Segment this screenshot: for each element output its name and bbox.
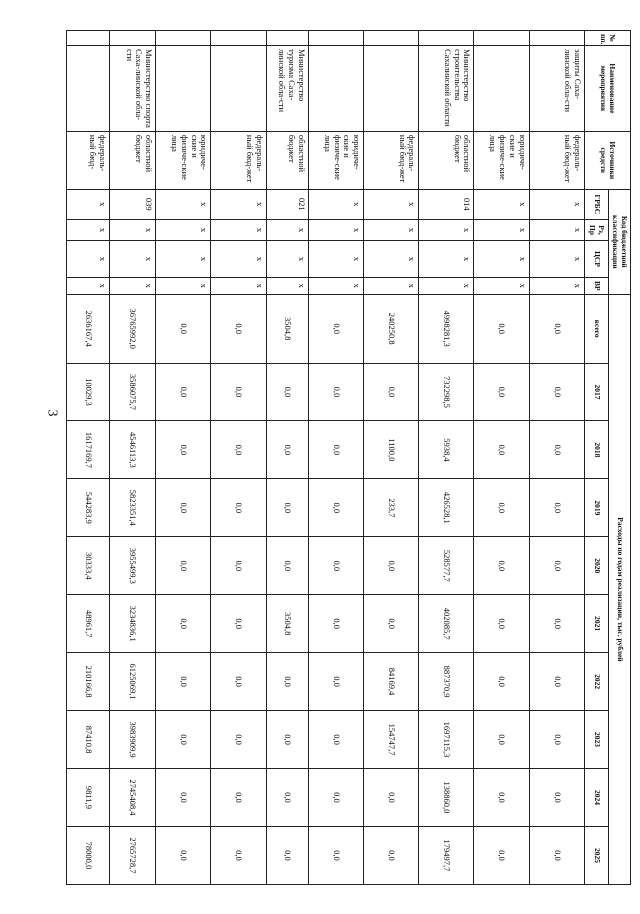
cell-code: x <box>211 219 266 240</box>
cell-code: x <box>67 219 110 240</box>
cell-value: 0,0 <box>308 479 363 537</box>
cell-value: 426528,1 <box>419 479 474 537</box>
cell-source: областной бюджет <box>419 131 474 189</box>
cell-value: 0,0 <box>211 294 266 363</box>
cell-value: 233,7 <box>364 479 419 537</box>
cell-code: x <box>529 241 584 277</box>
cell-code: x <box>364 189 419 219</box>
header-expense-col: 2017 <box>584 363 608 421</box>
cell-name: Министерство строительства Сахалинской области <box>419 46 474 132</box>
header-expense-col: 2023 <box>584 711 608 769</box>
cell-code: x <box>474 241 529 277</box>
cell-value: 0,0 <box>156 711 211 769</box>
cell-value: 3955499,3 <box>109 537 156 595</box>
header-expense-col: 2019 <box>584 479 608 537</box>
table-row <box>364 31 419 885</box>
cell-value: 0,0 <box>474 294 529 363</box>
cell-value: 0,0 <box>364 537 419 595</box>
header-source: Источники средств <box>584 131 630 189</box>
cell-value: 138860,0 <box>419 768 474 826</box>
cell-value: 0,0 <box>474 595 529 653</box>
cell-code: x <box>419 277 474 294</box>
header-expense-col: 2018 <box>584 421 608 479</box>
cell-value: 0,0 <box>474 826 529 884</box>
cell-value: 0,0 <box>211 421 266 479</box>
cell-value: 5823351,4 <box>109 479 156 537</box>
cell-num <box>156 31 211 46</box>
cell-name <box>156 46 211 132</box>
cell-source: федераль-ный бюд-жет <box>529 131 584 189</box>
header-expense-group: Расходы по годам реализации, тыс. рублей <box>608 294 630 884</box>
header-expense-col: всего <box>584 294 608 363</box>
cell-value: 0,0 <box>266 826 308 884</box>
cell-source: федераль-ный бюд- <box>67 131 110 189</box>
cell-source: федераль-ный бюд-жет <box>211 131 266 189</box>
cell-code: x <box>211 189 266 219</box>
cell-value: 0,0 <box>156 595 211 653</box>
table-header <box>584 31 630 885</box>
cell-value: 3586075,7 <box>109 363 156 421</box>
cell-num <box>67 31 110 46</box>
cell-source: юридиче-ские и физиче-ские лица <box>156 131 211 189</box>
cell-value: 0,0 <box>156 479 211 537</box>
cell-value: 1617169,7 <box>67 421 110 479</box>
cell-value: 0,0 <box>308 537 363 595</box>
cell-value: 0,0 <box>211 537 266 595</box>
cell-value: 3983909,9 <box>109 711 156 769</box>
cell-code: x <box>308 277 363 294</box>
cell-value: 0,0 <box>266 421 308 479</box>
cell-value: 0,0 <box>211 768 266 826</box>
cell-value: 0,0 <box>529 537 584 595</box>
cell-value: 0,0 <box>474 768 529 826</box>
header-expense-col: 2025 <box>584 826 608 884</box>
cell-name <box>474 46 529 132</box>
table-row <box>67 31 110 885</box>
cell-value: 5938,4 <box>419 421 474 479</box>
header-code: ВР <box>584 277 608 294</box>
cell-num <box>529 31 584 46</box>
cell-value: 4546113,3 <box>109 421 156 479</box>
cell-value: 0,0 <box>529 768 584 826</box>
cell-value: 0,0 <box>364 826 419 884</box>
cell-name <box>211 46 266 132</box>
cell-value: 3504,8 <box>266 595 308 653</box>
cell-value: 0,0 <box>156 537 211 595</box>
cell-value: 48961,7 <box>67 595 110 653</box>
cell-name: Министерство спорта Саха-линской обла-сти <box>109 46 156 132</box>
cell-code: x <box>266 241 308 277</box>
cell-value: 0,0 <box>308 768 363 826</box>
header-code: Рз, Пр <box>584 219 608 240</box>
cell-value: 10029,3 <box>67 363 110 421</box>
cell-name: Министерство туризма Саха-линской обла-сти <box>266 46 308 132</box>
cell-code: x <box>364 277 419 294</box>
cell-value: 78000,0 <box>67 826 110 884</box>
header-code-group: Код бюджетной классификации <box>608 189 630 294</box>
cell-value: 0,0 <box>308 711 363 769</box>
cell-value: 0,0 <box>156 294 211 363</box>
cell-source: областной бюджет <box>266 131 308 189</box>
cell-code: x <box>156 277 211 294</box>
cell-code: x <box>474 219 529 240</box>
cell-value: 0,0 <box>529 479 584 537</box>
page-number: 3 <box>44 409 60 417</box>
cell-code: x <box>308 189 363 219</box>
cell-code: x <box>67 277 110 294</box>
cell-code: x <box>156 189 211 219</box>
cell-code: x <box>109 219 156 240</box>
cell-value: 0,0 <box>156 768 211 826</box>
cell-value: 0,0 <box>156 826 211 884</box>
table-row <box>474 31 529 885</box>
cell-value: 179497,7 <box>419 826 474 884</box>
cell-value: 0,0 <box>529 653 584 711</box>
cell-code: x <box>308 219 363 240</box>
cell-code: 014 <box>419 189 474 219</box>
cell-code: 039 <box>109 189 156 219</box>
cell-code: x <box>308 241 363 277</box>
table-row <box>266 31 308 885</box>
cell-value: 0,0 <box>156 421 211 479</box>
cell-code: 021 <box>266 189 308 219</box>
cell-value: 0,0 <box>474 711 529 769</box>
cell-code: x <box>266 277 308 294</box>
cell-code: x <box>364 219 419 240</box>
cell-code: x <box>529 189 584 219</box>
cell-code: x <box>211 277 266 294</box>
cell-value: 0,0 <box>308 294 363 363</box>
cell-value: 0,0 <box>308 595 363 653</box>
cell-value: 0,0 <box>266 711 308 769</box>
cell-value: 0,0 <box>529 421 584 479</box>
cell-num <box>419 31 474 46</box>
table-row <box>419 31 474 885</box>
cell-code: x <box>266 219 308 240</box>
header-expense-col: 2020 <box>584 537 608 595</box>
cell-num <box>308 31 363 46</box>
cell-code: x <box>156 241 211 277</box>
cell-num <box>474 31 529 46</box>
cell-value: 544283,9 <box>67 479 110 537</box>
cell-value: 30333,4 <box>67 537 110 595</box>
cell-value: 36765992,0 <box>109 294 156 363</box>
cell-value: 0,0 <box>529 595 584 653</box>
header-code: ЦСР <box>584 241 608 277</box>
cell-code: x <box>67 189 110 219</box>
header-expense-col: 2024 <box>584 768 608 826</box>
cell-value: 1100,0 <box>364 421 419 479</box>
cell-value: 0,0 <box>266 479 308 537</box>
cell-value: 0,0 <box>211 711 266 769</box>
cell-value: 0,0 <box>529 711 584 769</box>
cell-value: 87410,8 <box>67 711 110 769</box>
cell-value: 9811,9 <box>67 768 110 826</box>
cell-value: 240250,8 <box>364 294 419 363</box>
cell-value: 0,0 <box>364 768 419 826</box>
header-code: ГРБС <box>584 189 608 219</box>
cell-value: 0,0 <box>266 653 308 711</box>
cell-code: x <box>156 219 211 240</box>
cell-name <box>67 46 110 132</box>
cell-value: 3504,8 <box>266 294 308 363</box>
cell-num <box>266 31 308 46</box>
cell-value: 0,0 <box>529 363 584 421</box>
table-row <box>211 31 266 885</box>
cell-value: 402085,7 <box>419 595 474 653</box>
cell-value: 0,0 <box>474 363 529 421</box>
cell-value: 0,0 <box>474 421 529 479</box>
header-expense-col: 2022 <box>584 653 608 711</box>
table-body <box>67 31 585 885</box>
header-name: Наименование мероприятия <box>584 46 630 132</box>
cell-source: юридиче-ские и физиче-ские лица <box>308 131 363 189</box>
table-row <box>156 31 211 885</box>
cell-num <box>364 31 419 46</box>
cell-value: 0,0 <box>364 363 419 421</box>
cell-name <box>364 46 419 132</box>
cell-code: x <box>109 241 156 277</box>
cell-value: 0,0 <box>266 768 308 826</box>
cell-value: 2636167,4 <box>67 294 110 363</box>
expenses-table <box>66 30 631 885</box>
cell-source: областной бюджет <box>109 131 156 189</box>
cell-value: 0,0 <box>211 595 266 653</box>
cell-value: 3234836,1 <box>109 595 156 653</box>
cell-value: 0,0 <box>308 421 363 479</box>
cell-value: 732298,5 <box>419 363 474 421</box>
cell-value: 0,0 <box>211 363 266 421</box>
cell-value: 210166,8 <box>67 653 110 711</box>
cell-code: x <box>474 277 529 294</box>
cell-value: 0,0 <box>211 826 266 884</box>
header-expense-col: 2021 <box>584 595 608 653</box>
cell-value: 0,0 <box>364 595 419 653</box>
cell-code: x <box>529 277 584 294</box>
cell-value: 0,0 <box>474 479 529 537</box>
cell-value: 528577,7 <box>419 537 474 595</box>
cell-value: 84169,4 <box>364 653 419 711</box>
cell-num <box>211 31 266 46</box>
rotated-table-frame <box>66 30 631 885</box>
cell-value: 0,0 <box>211 653 266 711</box>
cell-code: x <box>67 241 110 277</box>
cell-value: 0,0 <box>308 826 363 884</box>
table-row <box>529 31 584 885</box>
cell-num <box>109 31 156 46</box>
cell-code: x <box>364 241 419 277</box>
cell-source: федераль-ный бюд-жет <box>364 131 419 189</box>
cell-source: юридиче-ские и физиче-ские лица <box>474 131 529 189</box>
cell-code: x <box>529 219 584 240</box>
cell-value: 4998281,3 <box>419 294 474 363</box>
cell-value: 2745408,4 <box>109 768 156 826</box>
cell-value: 154747,7 <box>364 711 419 769</box>
cell-value: 0,0 <box>308 363 363 421</box>
header-num: № пп. <box>584 31 630 46</box>
cell-code: x <box>109 277 156 294</box>
cell-name <box>308 46 363 132</box>
cell-value: 0,0 <box>474 537 529 595</box>
table-row <box>109 31 156 885</box>
table-row <box>308 31 363 885</box>
cell-value: 6125069,1 <box>109 653 156 711</box>
cell-value: 0,0 <box>211 479 266 537</box>
cell-value: 0,0 <box>266 537 308 595</box>
cell-value: 1697115,3 <box>419 711 474 769</box>
cell-value: 0,0 <box>529 826 584 884</box>
cell-value: 2765728,7 <box>109 826 156 884</box>
cell-value: 0,0 <box>266 363 308 421</box>
cell-code: x <box>419 219 474 240</box>
cell-value: 0,0 <box>308 653 363 711</box>
cell-code: x <box>419 241 474 277</box>
cell-value: 0,0 <box>474 653 529 711</box>
cell-value: 0,0 <box>156 653 211 711</box>
cell-value: 0,0 <box>156 363 211 421</box>
cell-code: x <box>474 189 529 219</box>
cell-code: x <box>211 241 266 277</box>
cell-name: защиты Саха-линской обла-сти <box>529 46 584 132</box>
cell-value: 0,0 <box>529 294 584 363</box>
cell-value: 887370,9 <box>419 653 474 711</box>
